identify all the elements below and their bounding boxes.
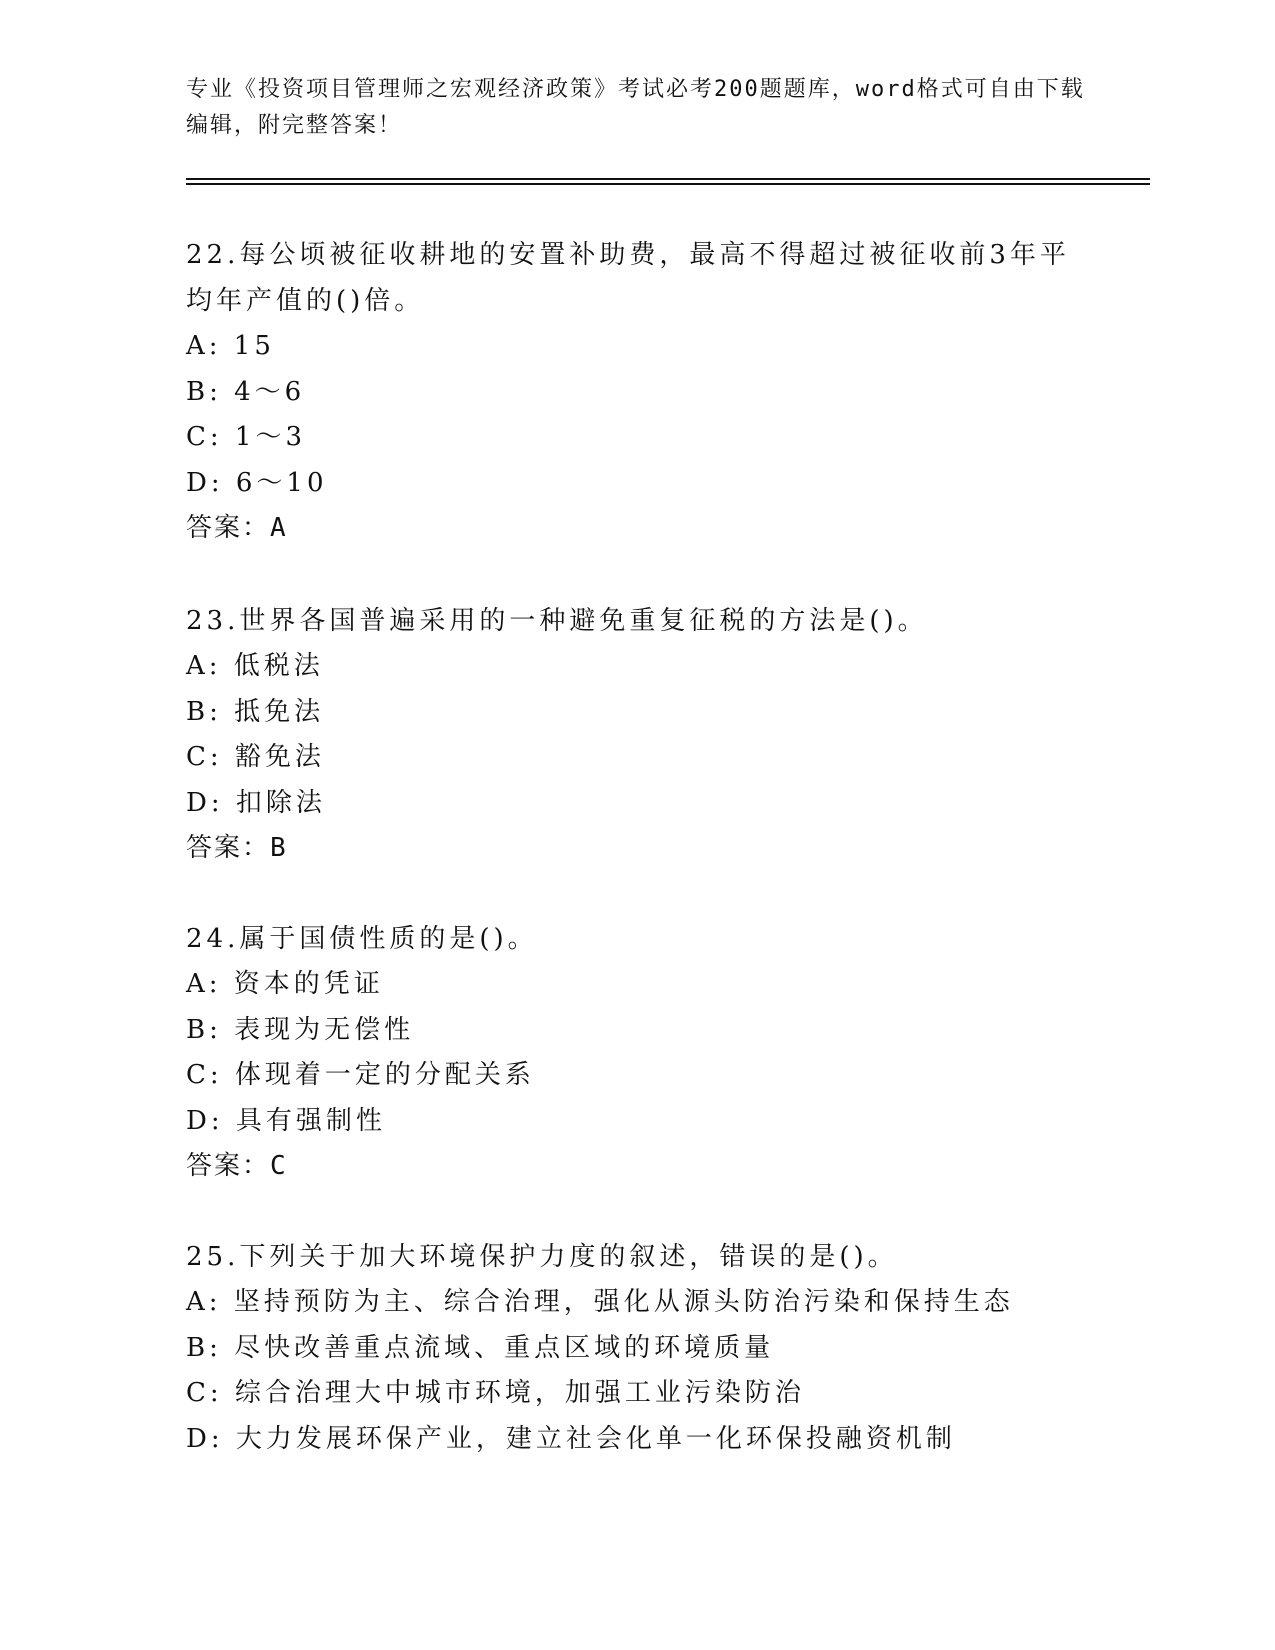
question-stem: 22.每公顷被征收耕地的安置补助费，最高不得超过被征收前3年平均年产值的()倍。 <box>186 240 1070 316</box>
option-a: A: 15 <box>186 331 275 361</box>
option-c: C: 豁免法 <box>186 742 325 772</box>
option-c: C: 1～3 <box>186 422 307 452</box>
option-c: C: 综合治理大中城市环境，加强工业污染防治 <box>186 1378 805 1408</box>
option-b: B: 4～6 <box>186 376 306 407</box>
option-a: A: 资本的凭证 <box>186 969 384 999</box>
question-23 <box>186 598 1086 872</box>
question-24 <box>186 916 1086 1190</box>
option-d: D: 6～10 <box>186 467 328 498</box>
option-d: D: 具有强制性 <box>186 1105 386 1136</box>
answer-line: 答案：C <box>186 1151 288 1181</box>
option-a: A: 低税法 <box>186 651 324 681</box>
question-25 <box>186 1234 1086 1462</box>
option-c: C: 体现着一定的分配关系 <box>186 1060 535 1090</box>
option-b: B: 尽快改善重点流域、重点区域的环境质量 <box>186 1332 775 1363</box>
option-a: A: 坚持预防为主、综合治理，强化从源头防治污染和保持生态 <box>186 1287 1014 1317</box>
option-b: B: 表现为无偿性 <box>186 1014 415 1045</box>
question-stem: 23.世界各国普遍采用的一种避免重复征税的方法是()。 <box>186 606 928 636</box>
option-d: D: 扣除法 <box>186 787 326 818</box>
option-d: D: 大力发展环保产业，建立社会化单一化环保投融资机制 <box>186 1423 956 1454</box>
answer-line: 答案：B <box>186 833 288 863</box>
answer-line: 答案：A <box>186 513 288 543</box>
question-22 <box>186 232 1086 552</box>
option-b: B: 抵免法 <box>186 696 325 727</box>
question-stem: 25.下列关于加大环境保护力度的叙述，错误的是()。 <box>186 1242 898 1272</box>
header-divider-top <box>186 178 1150 180</box>
question-stem: 24.属于国债性质的是()。 <box>186 924 538 954</box>
header-divider-bottom <box>186 183 1150 185</box>
document-header: 专业《投资项目管理师之宏观经济政策》考试必考200题题库，word格式可自由下载编辑，附完整答案！ <box>186 77 1085 138</box>
